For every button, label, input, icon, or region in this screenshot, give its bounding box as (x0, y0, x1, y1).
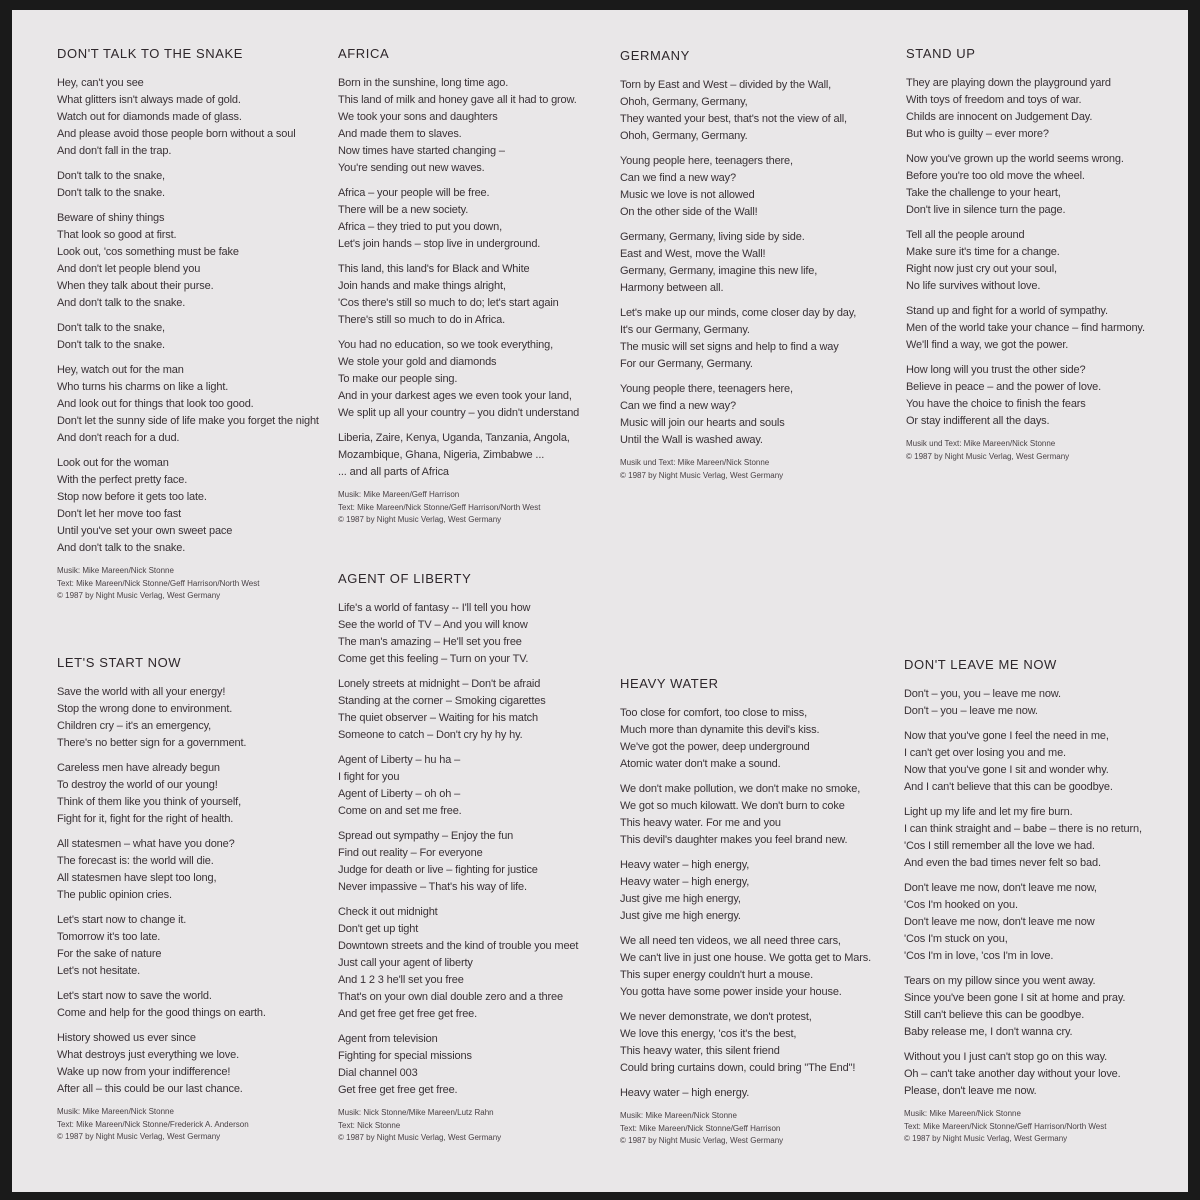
lyric-line: Germany, Germany, imagine this new life, (620, 265, 818, 277)
lyric-line: Don't leave me now, don't leave me now, (904, 882, 1097, 894)
lyric-line: Music we love is not allowed (620, 189, 755, 201)
lyric-line: But who is guilty – ever more? (906, 128, 1049, 140)
lyric-line: This land of milk and honey gave all it had to grow. (338, 94, 577, 106)
lyric-line: Born in the sunshine, long time ago. (338, 77, 509, 89)
lyric-line: The forecast is: the world will die. (57, 855, 214, 867)
song-block (57, 655, 266, 1144)
lyric-line: Heavy water – high energy. (620, 1087, 750, 1099)
lyric-line: That's on your own dial double zero and a three (338, 991, 563, 1003)
lyric-line: When they talk about their purse. (57, 280, 214, 292)
lyric-line: Downtown streets and the kind of trouble you meet (338, 940, 579, 952)
lyric-line: And don't talk to the snake. (57, 297, 186, 309)
credit-line: © 1987 by Night Music Verlag, West Germany (338, 515, 502, 524)
lyric-line: Life's a world of fantasy -- I'll tell you how (338, 602, 531, 614)
stanza (620, 857, 871, 925)
lyric-line: Let's make up our minds, come closer day by day, (620, 307, 857, 319)
lyric-line: Don't talk to the snake. (57, 187, 165, 199)
lyric-line: And even the bad times never felt so bad. (904, 857, 1101, 869)
lyric-line: Don't leave me now, don't leave me now (904, 916, 1095, 928)
credit-line: Musik und Text: Mike Mareen/Nick Stonne (620, 458, 770, 467)
stanza (904, 686, 1142, 720)
lyric-line: Africa – your people will be free. (338, 187, 490, 199)
lyric-line: History showed us ever since (57, 1032, 196, 1044)
lyric-line: To destroy the world of our young! (57, 779, 218, 791)
credit-line: Musik: Nick Stonne/Mike Mareen/Lutz Rahn (338, 1108, 494, 1117)
lyric-line: Someone to catch – Don't cry hy hy hy. (338, 729, 523, 741)
song-credits (338, 489, 579, 527)
stanza (620, 933, 871, 1001)
lyric-line: 'Cos I still remember all the love we had. (904, 840, 1095, 852)
stanza (904, 973, 1142, 1041)
lyric-line: What glitters isn't always made of gold. (57, 94, 241, 106)
lyric-line: Ohoh, Germany, Germany, (620, 96, 748, 108)
song-credits (338, 1107, 578, 1145)
stanza (620, 705, 871, 773)
lyric-line: Stand up and fight for a world of sympathy. (906, 305, 1108, 317)
lyric-line: Agent of Liberty – hu ha – (338, 754, 461, 766)
lyric-line: We can't live in just one house. We gotta get to Mars. (620, 952, 872, 964)
stanza (620, 1009, 871, 1077)
lyric-line: Look out for the woman (57, 457, 169, 469)
lyric-line: And don't talk to the snake. (57, 542, 186, 554)
credit-line: © 1987 by Night Music Verlag, West Germany (620, 470, 784, 480)
song-block (906, 46, 1145, 463)
lyric-line: 'Cos there's still so much to do; let's start again (338, 297, 559, 309)
lyric-line: Who turns his charms on like a light. (57, 381, 229, 393)
credit-line: Text: Mike Mareen/Nick Stonne/Geff Harrison/North West (904, 1121, 1107, 1131)
lyric-line: Fight for it, fight for the right of health. (57, 813, 234, 825)
lyric-line: Music will join our hearts and souls (620, 417, 785, 429)
song-title: DON'T LEAVE ME NOW (904, 657, 1057, 672)
lyric-line: Let's start now to change it. (57, 914, 187, 926)
lyric-line: Get free get free get free. (338, 1084, 458, 1096)
credit-line: Text: Mike Mareen/Nick Stonne/Geff Harrison/North West (338, 502, 541, 512)
lyric-line: The public opinion cries. (57, 889, 172, 901)
lyric-line: For the sake of nature (57, 948, 162, 960)
lyric-line: Don't let the sunny side of life make you forget the night (57, 415, 319, 427)
song-title: LET'S START NOW (57, 655, 182, 670)
lyric-line: And I can't believe that this can be goodbye. (904, 781, 1113, 793)
lyric-line: Now that you've gone I sit and wonder why. (904, 764, 1109, 776)
lyric-line: Without you I just can't stop go on this way. (904, 1051, 1108, 1063)
stanza (338, 1031, 578, 1099)
lyric-line: For our Germany, Germany. (620, 358, 753, 370)
lyric-line: And get free get free get free. (338, 1008, 478, 1020)
stanza (57, 1030, 266, 1098)
lyric-line: Fighting for special missions (338, 1050, 472, 1062)
credit-line: © 1987 by Night Music Verlag, West Germany (620, 1136, 784, 1145)
lyric-line: Believe in peace – and the power of love. (906, 381, 1102, 393)
stanza (338, 904, 578, 1023)
lyric-line: We've got the power, deep underground (620, 741, 810, 753)
lyric-line: Don't get up tight (338, 923, 419, 935)
stanza (338, 752, 578, 820)
stanza (906, 362, 1145, 430)
lyric-line: Right now just cry out your soul, (906, 263, 1057, 275)
lyric-line: The quiet observer – Waiting for his match (338, 712, 538, 724)
lyric-line: We split up all your country – you didn't understand (338, 407, 580, 419)
lyric-line: Heavy water – high energy, (620, 859, 750, 871)
lyric-line: And don't reach for a dud. (57, 432, 180, 444)
lyric-line: Look out, 'cos something must be fake (57, 246, 239, 258)
lyric-line: Dial channel 003 (338, 1067, 418, 1079)
lyric-line: Too close for comfort, too close to miss, (620, 707, 808, 719)
lyric-line: Harmony between all. (620, 282, 724, 294)
stanza (57, 168, 319, 202)
lyric-line: Now that you've gone I feel the need in me, (904, 730, 1109, 742)
stanza (57, 684, 266, 752)
lyric-line: Can we find a new way? (620, 400, 736, 412)
song-credits (904, 1108, 1142, 1146)
lyric-line: You have the choice to finish the fears (906, 398, 1086, 410)
lyric-line: We never demonstrate, we don't protest, (620, 1011, 812, 1023)
song-block (620, 48, 856, 482)
lyric-line: Until you've set your own sweet pace (57, 525, 233, 537)
lyric-line: With the perfect pretty face. (57, 474, 188, 486)
lyric-line: Beware of shiny things (57, 212, 165, 224)
song-credits (620, 457, 856, 482)
stanza (904, 1049, 1142, 1100)
lyric-line: And please avoid those people born without a soul (57, 128, 296, 140)
lyric-line: Liberia, Zaire, Kenya, Uganda, Tanzania, Angola, (338, 432, 570, 444)
lyric-line: Don't talk to the snake, (57, 322, 165, 334)
lyric-line: Let's join hands – stop live in underground. (338, 238, 541, 250)
stanza (338, 261, 579, 329)
lyric-line: To make our people sing. (338, 373, 458, 385)
song-title: DON'T TALK TO THE SNAKE (57, 46, 244, 61)
stanza (906, 151, 1145, 219)
lyric-line: Young people here, teenagers there, (620, 155, 793, 167)
lyric-line: Heavy water – high energy, (620, 876, 750, 888)
stanza (620, 229, 856, 297)
lyric-line: All statesmen – what have you done? (57, 838, 235, 850)
lyric-line: Stop now before it gets too late. (57, 491, 207, 503)
credit-line: © 1987 by Night Music Verlag, West Germany (906, 451, 1070, 461)
lyric-line: Wake up now from your indifference! (57, 1066, 231, 1078)
lyric-line: The man's amazing – He'll set you free (338, 636, 522, 648)
lyric-line: Stop the wrong done to environment. (57, 703, 233, 715)
lyric-line: Come get this feeling – Turn on your TV. (338, 653, 529, 665)
lyric-line: There's still so much to do in Africa. (338, 314, 505, 326)
lyric-sheet (12, 10, 1188, 1192)
credit-line: Text: Mike Mareen/Nick Stonne/Frederick A. Anderson (57, 1119, 249, 1129)
lyric-line: Africa – they tried to put you down, (338, 221, 502, 233)
lyric-line: Don't – you – leave me now. (904, 705, 1038, 717)
lyric-line: Hey, can't you see (57, 77, 144, 89)
lyric-line: Now you've grown up the world seems wrong. (906, 153, 1124, 165)
lyric-line: Agent from television (338, 1033, 438, 1045)
lyric-line: Come on and set me free. (338, 805, 462, 817)
lyric-line: Just give me high energy, (620, 893, 741, 905)
lyric-line: Childs are innocent on Judgement Day. (906, 111, 1093, 123)
lyric-line: Standing at the corner – Smoking cigarettes (338, 695, 546, 707)
song-title: HEAVY WATER (620, 676, 719, 691)
stanza (620, 77, 856, 145)
song-block (338, 46, 579, 527)
stanza (57, 320, 319, 354)
lyric-line: You gotta have some power inside your house. (620, 986, 842, 998)
lyric-line: They are playing down the playground yard (906, 77, 1111, 89)
lyric-line: Agent of Liberty – oh oh – (338, 788, 461, 800)
lyric-line: Ohoh, Germany, Germany. (620, 130, 748, 142)
lyric-line: And look out for things that look too good. (57, 398, 254, 410)
lyric-line: You're sending out new waves. (338, 162, 485, 174)
lyric-line: After all – this could be our last chance. (57, 1083, 243, 1095)
stanza (338, 676, 578, 744)
stanza (620, 305, 856, 373)
stanza (57, 988, 266, 1022)
lyric-line: Tell all the people around (906, 229, 1025, 241)
lyric-line: We stole your gold and diamonds (338, 356, 497, 368)
lyric-line: Tomorrow it's too late. (57, 931, 161, 943)
song-block (338, 571, 578, 1145)
lyric-line: Before you're too old move the wheel. (906, 170, 1085, 182)
lyric-line: We all need ten videos, we all need three cars, (620, 935, 841, 947)
lyric-line: And 1 2 3 he'll set you free (338, 974, 464, 986)
lyric-line: Young people there, teenagers here, (620, 383, 793, 395)
credit-line: Text: Nick Stonne (338, 1120, 401, 1130)
stanza (906, 227, 1145, 295)
lyric-line: Oh – can't take another day without your love. (904, 1068, 1121, 1080)
stanza (57, 362, 319, 447)
stanza (57, 836, 266, 904)
lyric-line: See the world of TV – And you will know (338, 619, 528, 631)
lyric-line: Until the Wall is washed away. (620, 434, 763, 446)
lyric-line: 'Cos I'm hooked on you. (904, 899, 1018, 911)
credit-line: © 1987 by Night Music Verlag, West Germany (904, 1134, 1068, 1143)
lyric-line: Don't talk to the snake. (57, 339, 165, 351)
lyric-line: They wanted your best, that's not the view of all, (620, 113, 847, 125)
lyric-line: I fight for you (338, 771, 400, 783)
lyric-line: Check it out midnight (338, 906, 438, 918)
stanza (338, 828, 578, 896)
lyric-line: Mozambique, Ghana, Nigeria, Zimbabwe ... (338, 449, 545, 461)
stanza (57, 912, 266, 980)
stanza (620, 153, 856, 221)
credit-line: Musik: Mike Mareen/Nick Stonne (57, 566, 174, 575)
lyric-line: Light up my life and let my fire burn. (904, 806, 1073, 818)
lyric-line: Atomic water don't make a sound. (620, 758, 781, 770)
lyric-line: Find out reality – For everyone (338, 847, 483, 859)
lyric-line: East and West, move the Wall! (620, 248, 766, 260)
lyric-line: Please, don't leave me now. (904, 1085, 1037, 1097)
lyric-line: Don't talk to the snake, (57, 170, 165, 182)
lyric-line: Come and help for the good things on earth. (57, 1007, 266, 1019)
song-title: AFRICA (338, 46, 390, 61)
lyric-line: Careless men have already begun (57, 762, 220, 774)
lyric-line: Hey, watch out for the man (57, 364, 184, 376)
lyric-line: You had no education, so we took everything, (338, 339, 553, 351)
stanza (904, 880, 1142, 965)
lyric-line: No life survives without love. (906, 280, 1041, 292)
lyric-line: There will be a new society. (338, 204, 469, 216)
lyric-line: I can't get over losing you and me. (904, 747, 1066, 759)
lyric-line: On the other side of the Wall! (620, 206, 758, 218)
credit-line: Musik: Mike Mareen/Nick Stonne (57, 1107, 174, 1116)
stanza (57, 210, 319, 312)
lyric-line: Never impassive – That's his way of life. (338, 881, 527, 893)
stanza (338, 430, 579, 481)
lyric-line: With toys of freedom and toys of war. (906, 94, 1082, 106)
lyric-line: And don't fall in the trap. (57, 145, 172, 157)
lyric-line: Let's start now to save the world. (57, 990, 212, 1002)
lyric-line: Or stay indifferent all the days. (906, 415, 1050, 427)
song-title: AGENT OF LIBERTY (338, 571, 472, 586)
lyric-line: This super energy couldn't hurt a mouse. (620, 969, 813, 981)
stanza (620, 381, 856, 449)
lyric-line: Let's not hesitate. (57, 965, 141, 977)
lyric-line: What destroys just everything we love. (57, 1049, 239, 1061)
lyric-line: 'Cos I'm in love, 'cos I'm in love. (904, 950, 1054, 962)
lyric-line: That look so good at first. (57, 229, 177, 241)
song-title: STAND UP (906, 46, 976, 61)
song-title: GERMANY (620, 48, 690, 63)
song-credits (57, 565, 319, 603)
lyric-line: Judge for death or live – fighting for justice (338, 864, 538, 876)
lyric-line: Torn by East and West – divided by the Wall, (620, 79, 832, 91)
lyric-line: Save the world with all your energy! (57, 686, 226, 698)
lyric-line: We don't make pollution, we don't make no smoke, (620, 783, 861, 795)
lyric-line: Can we find a new way? (620, 172, 736, 184)
credit-line: Text: Mike Mareen/Nick Stonne/Geff Harrison/North West (57, 578, 260, 588)
stanza (906, 75, 1145, 143)
lyric-line: Don't let her move too fast (57, 508, 182, 520)
lyric-line: Since you've been gone I sit at home and pray. (904, 992, 1126, 1004)
lyric-line: Think of them like you think of yourself, (57, 796, 241, 808)
lyric-line: We love this energy, 'cos it's the best, (620, 1028, 797, 1040)
lyric-line: Now times have started changing – (338, 145, 505, 157)
lyric-line: The music will set signs and help to find a way (620, 341, 839, 353)
lyric-line: How long will you trust the other side? (906, 364, 1086, 376)
credit-line: Musik: Mike Mareen/Nick Stonne (904, 1109, 1021, 1118)
stanza (57, 760, 266, 828)
lyric-line: We'll find a way, we got the power. (906, 339, 1069, 351)
credit-line: Musik und Text: Mike Mareen/Nick Stonne (906, 439, 1056, 448)
credit-line: © 1987 by Night Music Verlag, West Germany (57, 1132, 221, 1141)
stanza (338, 185, 579, 253)
song-credits (620, 1110, 871, 1148)
lyric-line: Join hands and make things alright, (338, 280, 506, 292)
lyric-line: Spread out sympathy – Enjoy the fun (338, 830, 514, 842)
credit-line: Musik: Mike Mareen/Geff Harrison (338, 490, 460, 499)
credit-line: Musik: Mike Mareen/Nick Stonne (620, 1111, 737, 1120)
lyric-line: Much more than dynamite this devil's kiss. (620, 724, 820, 736)
credit-line: Text: Mike Mareen/Nick Stonne/Geff Harrison (620, 1123, 781, 1133)
lyric-line: And don't let people blend you (57, 263, 201, 275)
lyric-line: Germany, Germany, living side by side. (620, 231, 805, 243)
lyric-line: Watch out for diamonds made of glass. (57, 111, 242, 123)
stanza (620, 781, 871, 849)
lyric-line: Don't – you, you – leave me now. (904, 688, 1061, 700)
lyric-line: Just call your agent of liberty (338, 957, 473, 969)
lyric-line: Take the challenge to your heart, (906, 187, 1061, 199)
lyric-line: Baby release me, I don't wanna cry. (904, 1026, 1073, 1038)
stanza (904, 804, 1142, 872)
lyric-line: Children cry – it's an emergency, (57, 720, 212, 732)
lyric-line: It's our Germany, Germany. (620, 324, 750, 336)
lyric-line: We got so much kilowatt. We don't burn to coke (620, 800, 845, 812)
lyric-line: ... and all parts of Africa (338, 466, 449, 478)
lyric-line: Don't live in silence turn the page. (906, 204, 1066, 216)
credit-line: © 1987 by Night Music Verlag, West Germany (338, 1133, 502, 1142)
stanza (906, 303, 1145, 354)
lyric-line: This land, this land's for Black and White (338, 263, 530, 275)
lyric-line: Still can't believe this can be goodbye. (904, 1009, 1085, 1021)
lyric-line: And in your darkest ages we even took your land, (338, 390, 572, 402)
song-block (620, 676, 871, 1148)
song-block (57, 46, 319, 603)
lyric-line: All statesmen have slept too long, (57, 872, 217, 884)
stanza (57, 455, 319, 557)
lyric-line: This heavy water, this silent friend (620, 1045, 780, 1057)
lyric-line: Lonely streets at midnight – Don't be afraid (338, 678, 541, 690)
lyric-line: 'Cos I'm stuck on you, (904, 933, 1008, 945)
lyric-line: We took your sons and daughters (338, 111, 498, 123)
stanza (620, 1085, 871, 1102)
song-credits (906, 438, 1145, 463)
lyric-line: Just give me high energy. (620, 910, 741, 922)
stanza (338, 75, 579, 177)
lyric-line: This devil's daughter makes you feel brand new. (620, 834, 848, 846)
stanza (57, 75, 319, 160)
lyric-line: I can think straight and – babe – there is no return, (904, 823, 1142, 835)
lyric-line: This heavy water. For me and you (620, 817, 781, 829)
stanza (904, 728, 1142, 796)
stanza (338, 600, 578, 668)
lyric-line: And made them to slaves. (338, 128, 462, 140)
stanza (338, 337, 579, 422)
song-credits (57, 1106, 266, 1144)
lyric-line: Tears on my pillow since you went away. (904, 975, 1096, 987)
lyric-line: Could bring curtains down, could bring "The End"! (620, 1062, 856, 1074)
song-block (904, 657, 1142, 1146)
lyric-line: There's no better sign for a government. (57, 737, 247, 749)
lyric-line: Men of the world take your chance – find harmony. (906, 322, 1145, 334)
lyric-line: Make sure it's time for a change. (906, 246, 1060, 258)
credit-line: © 1987 by Night Music Verlag, West Germany (57, 591, 221, 600)
